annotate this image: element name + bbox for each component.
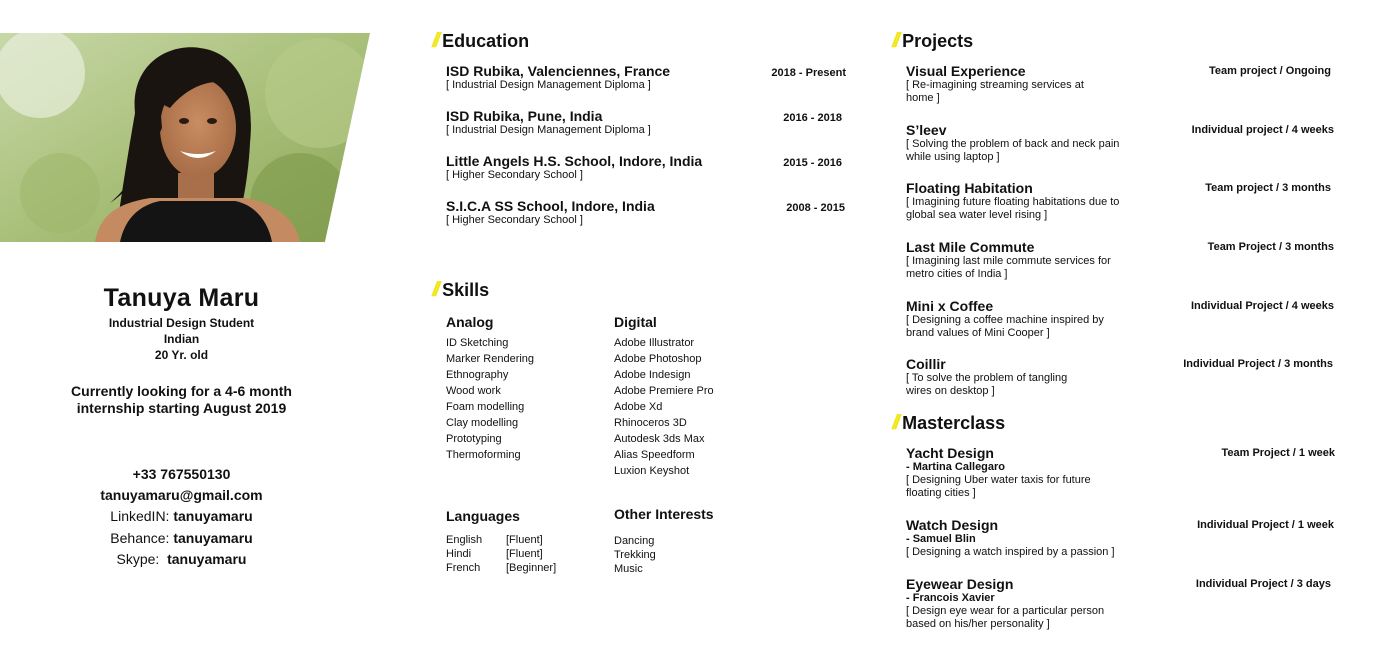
project-title: Floating Habitation [906, 180, 1033, 196]
skill-item: Luxion Keyshot [614, 465, 690, 477]
languages-list [446, 533, 556, 575]
project-desc-line: [ Re-imagining streaming services at [906, 79, 1084, 91]
language-level: [Fluent] [506, 548, 543, 560]
behance-value[interactable]: tanuyamaru [173, 530, 253, 546]
project-desc-line: [ Imagining future floating habitations due to [906, 196, 1120, 208]
skill-item: Wood work [446, 385, 501, 397]
skill-item: Adobe Xd [614, 401, 663, 413]
masterclass-desc-line: floating cities ] [906, 487, 976, 499]
skills-heading [432, 279, 489, 302]
contact-email[interactable]: tanuyamaru@gmail.com [100, 487, 263, 503]
education-school: ISD Rubika, Pune, India [446, 108, 603, 124]
skill-item: Adobe Photoshop [614, 353, 702, 365]
masterclass-desc-line: based on his/her personality ] [906, 618, 1050, 630]
accent-slash-icon: // [892, 412, 898, 434]
language-level: [Beginner] [506, 562, 557, 574]
project-meta: Team project / Ongoing [1208, 65, 1331, 77]
education-years: 2018 - Present [771, 67, 846, 79]
education-item [446, 153, 846, 182]
education-heading [432, 30, 529, 53]
profile-role: Industrial Design Student [108, 316, 255, 330]
linkedin-value[interactable]: tanuyamaru [173, 508, 253, 524]
masterclass-instructor: - Samuel Blin [906, 533, 976, 545]
skill-item: Clay modelling [446, 417, 519, 429]
interest-item: Dancing [614, 535, 655, 547]
contact-phone[interactable]: +33 767550130 [132, 466, 231, 482]
education-item [446, 198, 846, 227]
project-desc-line: [ To solve the problem of tangling [906, 372, 1068, 384]
project-desc-line: global sea water level rising ] [906, 209, 1048, 221]
project-desc-line: home ] [906, 92, 940, 104]
language-level: [Fluent] [506, 534, 543, 546]
internship-line-1: Currently looking for a 4-6 month [71, 383, 292, 399]
skype-label: Skype: [116, 551, 160, 567]
project-title: Mini x Coffee [906, 298, 994, 314]
project-desc-line: metro cities of India ] [906, 268, 1008, 280]
skill-item: Adobe Premiere Pro [614, 385, 714, 397]
profile-name: Tanuya Maru [103, 284, 260, 312]
education-program: [ Higher Secondary School ] [446, 169, 583, 181]
skype-value[interactable]: tanuyamaru [167, 551, 247, 567]
masterclass-description [906, 546, 1206, 559]
contact-behance[interactable] [0, 530, 363, 546]
masterclass-heading [892, 412, 1005, 435]
interests-heading: Other Interests [614, 506, 714, 522]
education-years: 2008 - 2015 [786, 202, 845, 214]
skill-item: Marker Rendering [446, 353, 535, 365]
accent-slash-icon: // [892, 30, 898, 52]
project-description [906, 372, 1156, 398]
project-item [906, 298, 1336, 340]
digital-skill-list [614, 335, 714, 479]
masterclass-title: Eyewear Design [906, 576, 1014, 592]
internship-line-2: internship starting August 2019 [76, 400, 287, 416]
skill-item: Autodesk 3ds Max [614, 433, 705, 445]
accent-slash-icon: // [432, 30, 438, 52]
skill-item: Thermoforming [446, 449, 521, 461]
language-row [446, 547, 556, 561]
skill-item: Rhinoceros 3D [614, 417, 687, 429]
education-item [446, 108, 846, 137]
skills-heading-text: Skills [442, 280, 490, 300]
contact-linkedin[interactable] [0, 508, 363, 524]
masterclass-description [906, 605, 1156, 631]
education-heading-text: Education [442, 31, 530, 51]
language-name: French [446, 562, 481, 574]
interest-item: Trekking [614, 549, 656, 561]
project-meta: Individual project / 4 weeks [1191, 124, 1334, 136]
project-description [906, 79, 1156, 105]
project-meta: Team Project / 3 months [1207, 241, 1334, 253]
masterclass-item [906, 517, 1336, 559]
profile-age: 20 Yr. old [154, 348, 209, 362]
project-desc-line: [ Solving the problem of back and neck pain [906, 138, 1120, 150]
project-description [906, 314, 1156, 340]
education-school: ISD Rubika, Valenciennes, France [446, 63, 671, 79]
education-school: Little Angels H.S. School, Indore, India [446, 153, 703, 169]
profile-nationality: Indian [163, 332, 200, 346]
masterclass-instructor: - Francois Xavier [906, 592, 995, 604]
digital-heading: Digital [614, 314, 657, 330]
project-item [906, 63, 1336, 105]
interest-item: Music [614, 563, 643, 575]
skill-item: Alias Speedform [614, 449, 695, 461]
masterclass-item [906, 445, 1336, 500]
linkedin-label: LinkedIN: [110, 508, 170, 524]
contact-skype[interactable] [0, 551, 363, 567]
skill-item: Foam modelling [446, 401, 525, 413]
accent-slash-icon: // [432, 279, 438, 301]
skill-item: Adobe Illustrator [614, 337, 695, 349]
analog-heading: Analog [446, 314, 494, 330]
project-item [906, 356, 1336, 398]
language-row [446, 561, 556, 575]
masterclass-meta: Individual Project / 1 week [1197, 519, 1334, 531]
masterclass-desc-line: [ Designing a watch inspired by a passion ] [906, 546, 1115, 558]
masterclass-meta: Team Project / 1 week [1221, 447, 1335, 459]
language-row [446, 533, 556, 547]
skill-item: ID Sketching [446, 337, 509, 349]
projects-heading [892, 30, 973, 53]
project-desc-line: [ Designing a coffee machine inspired by [906, 314, 1104, 326]
project-description [906, 196, 1156, 222]
masterclass-description [906, 474, 1156, 500]
project-desc-line: while using laptop ] [906, 151, 1000, 163]
masterclass-title: Watch Design [906, 517, 999, 533]
project-desc-line: brand values of Mini Cooper ] [906, 327, 1050, 339]
education-program: [ Industrial Design Management Diploma ] [446, 79, 651, 91]
masterclass-desc-line: [ Designing Uber water taxis for future [906, 474, 1091, 486]
masterclass-meta: Individual Project / 3 days [1195, 578, 1331, 590]
interests-list [614, 534, 656, 576]
project-description [906, 138, 1156, 164]
education-program: [ Higher Secondary School ] [446, 214, 583, 226]
education-years: 2016 - 2018 [783, 112, 842, 124]
project-title: S’leev [906, 122, 947, 138]
project-item [906, 122, 1336, 164]
project-meta: Individual Project / 4 weeks [1190, 300, 1334, 312]
skill-item: Adobe Indesign [614, 369, 691, 381]
projects-heading-text: Projects [902, 31, 974, 51]
masterclass-instructor: - Martina Callegaro [906, 461, 1006, 473]
profile-photo [0, 33, 370, 242]
project-title: Coillir [906, 356, 946, 372]
project-item [906, 239, 1336, 281]
project-title: Visual Experience [906, 63, 1026, 79]
languages-heading: Languages [446, 508, 520, 524]
masterclass-item [906, 576, 1336, 631]
education-program: [ Industrial Design Management Diploma ] [446, 124, 651, 136]
skill-item: Prototyping [446, 433, 502, 445]
education-school: S.I.C.A SS School, Indore, India [446, 198, 655, 214]
project-item [906, 180, 1336, 222]
masterclass-desc-line: [ Design eye wear for a particular person [906, 605, 1105, 617]
project-meta: Individual Project / 3 months [1183, 358, 1333, 370]
analog-skill-list [446, 335, 534, 463]
language-name: Hindi [446, 548, 472, 560]
profile-photo-image [0, 33, 370, 242]
internship-statement [0, 383, 363, 417]
education-years: 2015 - 2016 [783, 157, 842, 169]
project-title: Last Mile Commute [906, 239, 1035, 255]
project-description [906, 255, 1156, 281]
masterclass-heading-text: Masterclass [902, 413, 1006, 433]
project-meta: Team project / 3 months [1205, 182, 1331, 194]
masterclass-title: Yacht Design [906, 445, 994, 461]
education-item [446, 63, 846, 92]
language-name: English [446, 534, 483, 546]
behance-label: Behance: [110, 530, 170, 546]
skill-item: Ethnography [446, 369, 509, 381]
project-desc-line: wires on desktop ] [906, 385, 995, 397]
project-desc-line: [ Imagining last mile commute services for [906, 255, 1111, 267]
